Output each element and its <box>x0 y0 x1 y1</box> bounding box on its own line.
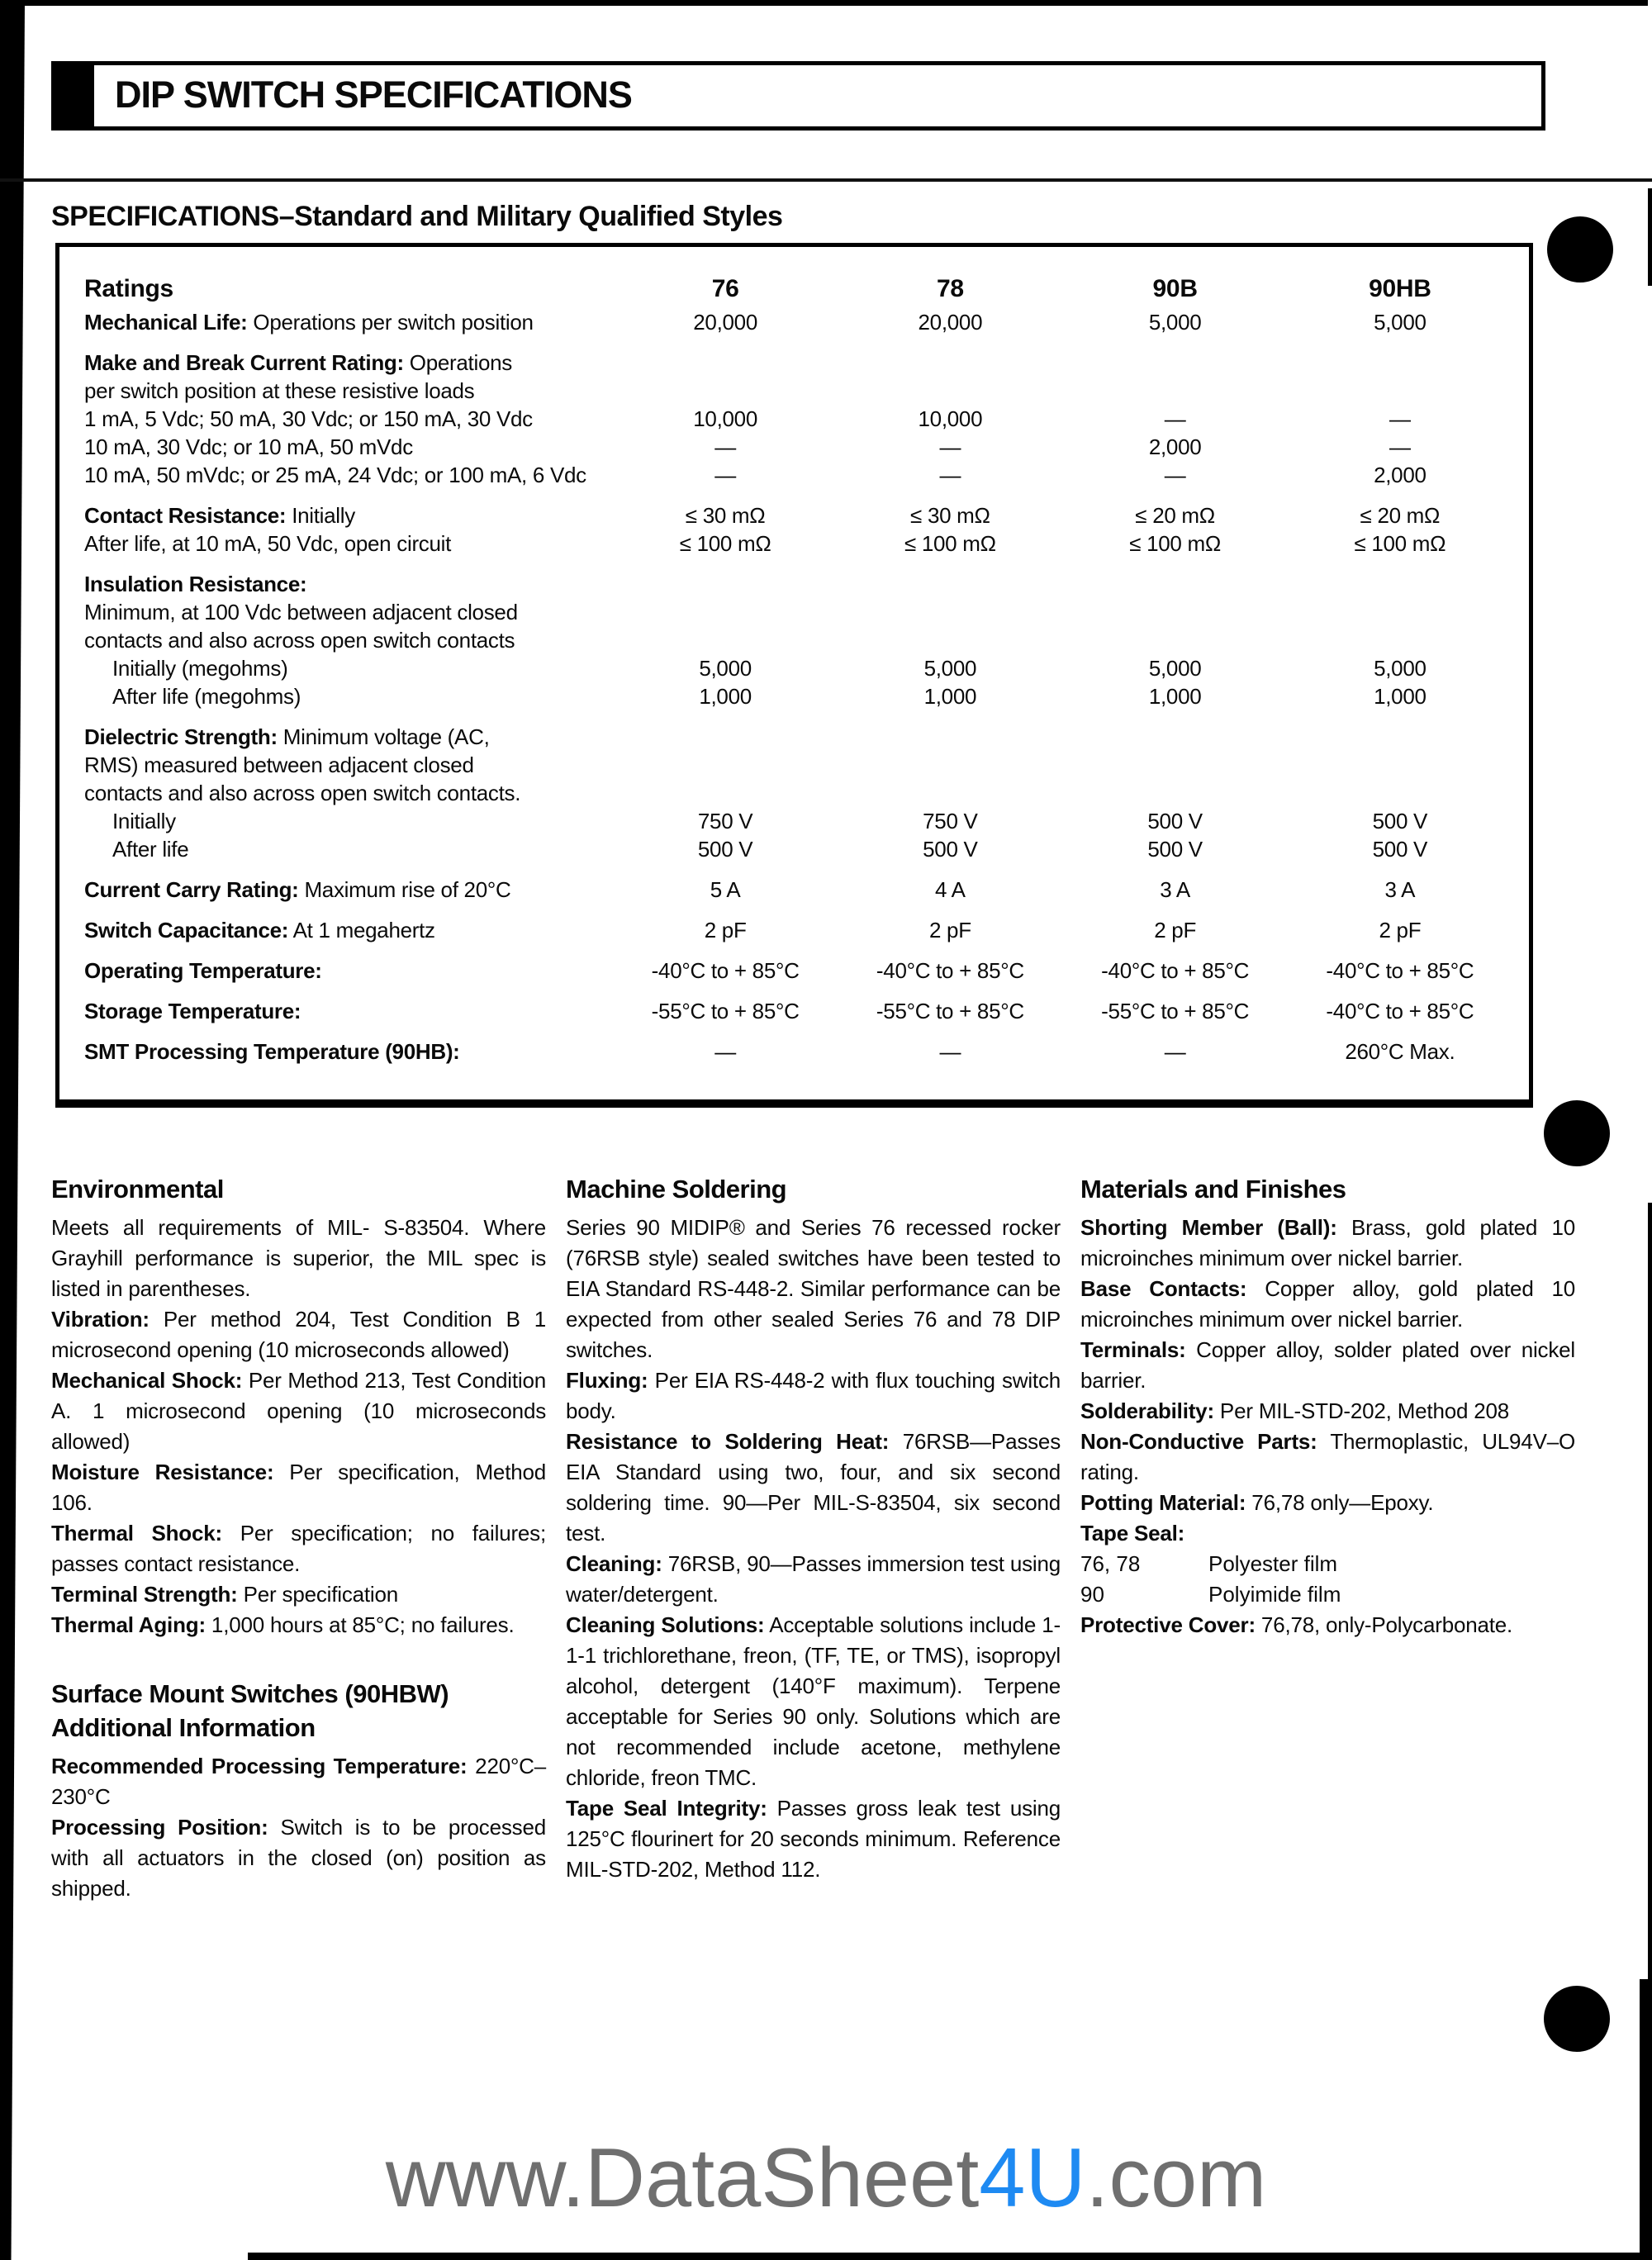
term-label: Shorting Member (Ball): <box>1080 1215 1337 1240</box>
row-label <box>84 835 613 863</box>
row-label-text: Initially (megohms) <box>112 656 288 681</box>
term-label: Thermal Shock: <box>51 1521 222 1545</box>
punch-hole-icon <box>1544 1986 1610 2052</box>
value-cell: 1,000 <box>923 684 977 709</box>
watermark-prefix: www.DataSheet <box>385 2132 980 2224</box>
value-cell: ≤ 20 mΩ <box>1360 503 1441 528</box>
row-label <box>84 626 613 654</box>
row-label-text: contacts and also across open switch contacts <box>84 628 515 653</box>
value-cell: 20,000 <box>693 310 757 335</box>
text-run: Per method 204, Test Condition B 1 microsecond opening (10 microseconds allowed) <box>51 1307 546 1362</box>
row-label-term: Mechanical Life: <box>84 310 248 335</box>
value-cell: 5,000 <box>923 656 977 681</box>
row-label-term: Contact Resistance: <box>84 503 287 528</box>
text-run: Per EIA RS-448-2 with flux touching switch body. <box>566 1368 1061 1423</box>
watermark-highlight: 4U <box>979 2132 1086 2224</box>
term-label: Terminals: <box>1080 1337 1186 1362</box>
value-cell: ≤ 100 mΩ <box>1129 531 1222 556</box>
value-cell: -55°C to + 85°C <box>876 999 1024 1023</box>
row-label-term: Operating Temperature: <box>84 958 322 983</box>
row-label-term: Current Carry Rating: <box>84 877 299 902</box>
column-heading: Machine Soldering <box>566 1175 787 1204</box>
watermark <box>0 2131 1652 2226</box>
row-label-term: Make and Break Current Rating: <box>84 350 404 375</box>
row-label-text: Maximum rise of 20°C <box>298 877 511 902</box>
row-label <box>84 405 613 433</box>
table-row <box>84 807 1512 835</box>
paragraph <box>51 1610 546 1640</box>
term-label: Solderability: <box>1080 1398 1214 1423</box>
column-environmental <box>51 1175 546 1904</box>
value-cell: 1,000 <box>1374 684 1427 709</box>
paragraph <box>1080 1335 1575 1396</box>
row-label-text: 10 mA, 30 Vdc; or 10 mA, 50 mVdc <box>84 434 413 459</box>
value-cell: 750 V <box>923 809 978 833</box>
row-label-term: Dielectric Strength: <box>84 724 278 749</box>
value-cell: 2 pF <box>1154 918 1197 942</box>
paragraph <box>1080 1213 1575 1274</box>
paragraph <box>51 1518 546 1579</box>
term-label: Recommended Processing Temperature: <box>51 1754 468 1778</box>
value-cell: 10,000 <box>918 406 983 431</box>
value-cell: 500 V <box>1147 837 1203 862</box>
table-header-row <box>84 275 1512 303</box>
row-label <box>84 308 613 336</box>
text-run: Thermoplastic, UL94V–O rating. <box>1080 1429 1575 1484</box>
value-cell: ≤ 30 mΩ <box>910 503 990 528</box>
table-row <box>84 626 1512 654</box>
row-label-term: Storage Temperature: <box>84 999 301 1023</box>
divider-rule <box>0 178 1652 182</box>
spec-table <box>55 243 1533 1108</box>
subsection-heading-line: Surface Mount Switches (90HBW) <box>51 1679 449 1708</box>
value-cell: -55°C to + 85°C <box>1101 999 1250 1023</box>
value-cell: -40°C to + 85°C <box>876 958 1024 983</box>
subsection-heading-line: Additional Information <box>51 1713 316 1742</box>
watermark-suffix: .com <box>1085 2132 1267 2224</box>
row-label <box>84 957 613 985</box>
paragraph <box>566 1793 1061 1885</box>
value-cell: -40°C to + 85°C <box>1101 958 1250 983</box>
row-label-text: Minimum voltage (AC, <box>277 724 490 749</box>
value-cell: 5 A <box>710 877 741 902</box>
value-cell: -40°C to + 85°C <box>1326 999 1474 1023</box>
paragraph <box>566 1213 1061 1365</box>
value-cell: 5,000 <box>1374 656 1427 681</box>
text-run: 1,000 hours at 85°C; no failures. <box>205 1612 515 1637</box>
text-run: Brass, gold plated 10 microinches minimum over nickel barrier. <box>1080 1215 1575 1270</box>
value-cell: -40°C to + 85°C <box>1326 958 1474 983</box>
text-run: Series 90 MIDIP® and Series 76 recessed rocker (76RSB style) sealed switches have been tested to EIA Standard RS-448-2. Similar performance can be expected from other sealed Series 76 and 78 DIP switches. <box>566 1215 1061 1362</box>
term-label: Processing Position: <box>51 1815 268 1840</box>
value-cell: 260°C Max. <box>1345 1039 1455 1064</box>
text-run: Copper alloy, solder plated over nickel barrier. <box>1080 1337 1575 1393</box>
row-label-text: contacts and also across open switch contacts. <box>84 781 521 805</box>
value-cell: 750 V <box>697 809 753 833</box>
value-cell: ≤ 20 mΩ <box>1135 503 1215 528</box>
column-heading: Materials and Finishes <box>1080 1175 1346 1204</box>
value-cell: 1,000 <box>1148 684 1202 709</box>
paragraph <box>51 1751 546 1812</box>
value-cell: ≤ 100 mΩ <box>904 531 996 556</box>
value-cell: 5,000 <box>1148 656 1202 681</box>
paragraph <box>51 1213 546 1304</box>
row-label-text: Minimum, at 100 Vdc between adjacent closed <box>84 600 518 624</box>
paragraph <box>1080 1427 1575 1488</box>
row-label-text: After life, at 10 mA, 50 Vdc, open circuit <box>84 531 452 556</box>
table-row <box>84 529 1512 558</box>
row-label <box>84 349 613 377</box>
paragraph <box>1080 1396 1575 1427</box>
scan-bottom-edge-line <box>248 2253 1652 2260</box>
row-label <box>84 433 613 461</box>
column-header: 90HB <box>1369 275 1431 302</box>
table-row <box>84 723 1512 751</box>
paragraph <box>566 1610 1061 1793</box>
scan-left-band <box>0 0 25 2260</box>
row-label-text: 1 mA, 5 Vdc; 50 mA, 30 Vdc; or 150 mA, 30 Vdc <box>84 406 533 431</box>
term-label: Moisture Resistance: <box>51 1460 274 1484</box>
text-run: Per specification; no failures; passes contact resistance. <box>51 1521 546 1576</box>
paragraph <box>1080 1488 1575 1518</box>
value-cell: ≤ 100 mΩ <box>679 531 771 556</box>
value-cell: 500 V <box>1372 837 1428 862</box>
value-cell: 500 V <box>923 837 978 862</box>
value-cell: 5,000 <box>699 656 752 681</box>
term-label: Tape Seal Integrity: <box>566 1796 767 1821</box>
table-row <box>84 377 1512 405</box>
paragraph <box>566 1427 1061 1549</box>
term-label: Vibration: <box>51 1307 150 1332</box>
row-label-text: Initially <box>286 503 355 528</box>
value-cell: 20,000 <box>918 310 983 335</box>
row-label <box>84 1037 613 1066</box>
row-label-term: SMT Processing Temperature (90HB): <box>84 1039 460 1064</box>
table-row <box>84 876 1512 904</box>
term-label: Fluxing: <box>566 1368 648 1393</box>
text-run: Copper alloy, gold plated 10 microinches minimum over nickel barrier. <box>1080 1276 1575 1332</box>
paragraph <box>1080 1518 1575 1549</box>
tape-seal-key: 76, 78 <box>1080 1551 1141 1576</box>
paragraph <box>1080 1610 1575 1640</box>
value-cell: 2,000 <box>1374 463 1427 487</box>
column-materials-and-finishes <box>1080 1175 1575 1904</box>
value-cell: 2 pF <box>704 918 747 942</box>
table-row <box>84 957 1512 985</box>
row-label-text: Operations per switch position <box>247 310 534 335</box>
value-cell: 500 V <box>697 837 753 862</box>
value-cell: 3 A <box>1160 877 1190 902</box>
term-label: Potting Material: <box>1080 1490 1246 1515</box>
punch-hole-icon <box>1544 1100 1610 1166</box>
header-accent-bar <box>55 65 94 126</box>
paragraph <box>51 1579 546 1610</box>
value-cell: 500 V <box>1147 809 1203 833</box>
value-cell: 5,000 <box>1148 310 1202 335</box>
text-run: Switch is to be processed with all actuators in the closed (on) position as shipped. <box>51 1815 546 1901</box>
value-cell: — <box>714 1039 736 1064</box>
row-label <box>84 723 613 751</box>
term-label: Terminal Strength: <box>51 1582 238 1607</box>
term-label: Protective Cover: <box>1080 1612 1256 1637</box>
value-cell: 10,000 <box>693 406 757 431</box>
tape-seal-key: 90 <box>1080 1582 1104 1607</box>
table-row <box>84 751 1512 779</box>
table-row <box>84 654 1512 682</box>
row-label <box>84 501 613 529</box>
column-heading: Environmental <box>51 1175 224 1204</box>
value-cell: 1,000 <box>699 684 752 709</box>
scan-right-edge-mark <box>1648 188 1652 286</box>
paragraph <box>566 1549 1061 1610</box>
row-label <box>84 682 613 710</box>
paragraph <box>51 1365 546 1457</box>
text-run: 76,78, only-Polycarbonate. <box>1255 1612 1513 1637</box>
table-row <box>84 405 1512 433</box>
value-cell: — <box>1389 406 1411 431</box>
term-label: Resistance to Soldering Heat: <box>566 1429 890 1454</box>
tape-seal-row <box>1080 1579 1575 1610</box>
value-cell: 500 V <box>1372 809 1428 833</box>
term-label: Non-Conductive Parts: <box>1080 1429 1317 1454</box>
value-cell: — <box>939 1039 961 1064</box>
table-row <box>84 779 1512 807</box>
row-label <box>84 275 613 303</box>
value-cell: 2 pF <box>1379 918 1422 942</box>
section-title: SPECIFICATIONS–Standard and Military Qualified Styles <box>51 201 783 232</box>
table-row <box>84 461 1512 489</box>
table-row <box>84 997 1512 1025</box>
table-row <box>84 916 1512 944</box>
tape-seal-value: Polyimide film <box>1208 1582 1341 1607</box>
term-label: Thermal Aging: <box>51 1612 206 1637</box>
tape-seal-value: Polyester film <box>1208 1551 1338 1576</box>
text-run: Meets all requirements of MIL- S-83504. Where Grayhill performance is superior, the MIL spec is listed in parentheses. <box>51 1215 546 1301</box>
table-row <box>84 349 1512 377</box>
row-label <box>84 570 613 598</box>
term-label: Cleaning Solutions: <box>566 1612 765 1637</box>
row-label <box>84 779 613 807</box>
subsection-heading <box>51 1677 546 1745</box>
value-cell: ≤ 30 mΩ <box>685 503 766 528</box>
row-label-text: RMS) measured between adjacent closed <box>84 753 474 777</box>
row-label <box>84 876 613 904</box>
punch-hole-icon <box>1547 216 1613 282</box>
column-header: 78 <box>936 275 964 302</box>
value-cell: — <box>939 434 961 459</box>
paragraph <box>51 1812 546 1904</box>
table-row <box>84 570 1512 598</box>
value-cell: 2,000 <box>1148 434 1202 459</box>
term-label: Cleaning: <box>566 1551 662 1576</box>
row-label-text: Initially <box>112 809 176 833</box>
row-label <box>84 807 613 835</box>
text-run: Per MIL-STD-202, Method 208 <box>1213 1398 1510 1423</box>
term-label: Base Contacts: <box>1080 1276 1247 1301</box>
text-run: Acceptable solutions include 1-1-1 trichlorethane, freon, (TF, TE, or TMS), isopropyl alcohol, detergent (140°F maximum). Terpene acceptable for Series 90 only. Solutions which are not recommended include acetone, methylene chloride, freon TMC. <box>566 1612 1061 1790</box>
row-label <box>84 997 613 1025</box>
text-run: Passes gross leak test using 125°C flourinert for 20 seconds minimum. Reference MIL-STD-202, Method 112. <box>566 1796 1061 1882</box>
header-box <box>51 61 1545 131</box>
value-cell: -40°C to + 85°C <box>651 958 800 983</box>
row-label <box>84 461 613 489</box>
table-row <box>84 682 1512 710</box>
value-cell: 5,000 <box>1374 310 1427 335</box>
row-label <box>84 529 613 558</box>
row-label-text: After life <box>112 837 189 862</box>
value-cell: — <box>1164 1039 1186 1064</box>
row-label-text: 10 mA, 50 mVdc; or 25 mA, 24 Vdc; or 100 mA, 6 Vdc <box>84 463 586 487</box>
row-label-term: Ratings <box>84 275 173 302</box>
value-cell: 3 A <box>1384 877 1416 902</box>
text-run: 220°C–230°C <box>51 1754 546 1809</box>
row-label-text: At 1 megahertz <box>288 918 435 942</box>
value-cell: ≤ 100 mΩ <box>1354 531 1446 556</box>
value-cell: — <box>1389 434 1411 459</box>
paragraph <box>51 1457 546 1518</box>
paragraph <box>1080 1274 1575 1335</box>
row-label-term: Insulation Resistance: <box>84 572 307 596</box>
columns-section <box>51 1175 1575 1904</box>
table-row <box>84 501 1512 529</box>
text-run: Per specification, Method 106. <box>51 1460 546 1515</box>
paragraph <box>566 1365 1061 1427</box>
term-label: Mechanical Shock: <box>51 1368 243 1393</box>
table-row <box>84 1037 1512 1066</box>
row-label-text: Operations <box>403 350 512 375</box>
value-cell: 4 A <box>935 877 966 902</box>
row-label <box>84 654 613 682</box>
value-cell: — <box>1164 463 1186 487</box>
scan-top-edge-line <box>17 0 1648 6</box>
text-run: 76,78 only—Epoxy. <box>1246 1490 1434 1515</box>
tape-seal-row <box>1080 1549 1575 1579</box>
table-row <box>84 835 1512 863</box>
column-header: 90B <box>1152 275 1198 302</box>
text-run: 76RSB—Passes EIA Standard using two, four, and six second soldering time. 90—Per MIL-S-83504, six second test. <box>566 1429 1061 1545</box>
tape-seal-list <box>1080 1549 1575 1610</box>
table-row <box>84 308 1512 336</box>
term-label: Tape Seal: <box>1080 1521 1185 1545</box>
row-label <box>84 377 613 405</box>
scan-right-edge-mark <box>1648 1203 1652 1982</box>
text-run: 76RSB, 90—Passes immersion test using water/detergent. <box>566 1551 1061 1607</box>
value-cell: — <box>714 463 736 487</box>
text-run: Per Method 213, Test Condition A. 1 microsecond opening (10 microseconds allowed) <box>51 1368 546 1454</box>
column-machine-soldering <box>566 1175 1061 1904</box>
value-cell: -55°C to + 85°C <box>651 999 800 1023</box>
value-cell: 2 pF <box>928 918 971 942</box>
row-label-text: per switch position at these resistive loads <box>84 378 475 403</box>
value-cell: — <box>1164 406 1186 431</box>
table-row <box>84 598 1512 626</box>
row-label-term: Switch Capacitance: <box>84 918 289 942</box>
row-label <box>84 751 613 779</box>
value-cell: — <box>714 434 736 459</box>
value-cell: — <box>939 463 961 487</box>
column-header: 76 <box>711 275 739 302</box>
row-label <box>84 598 613 626</box>
text-run: Per specification <box>237 1582 398 1607</box>
page-title: DIP SWITCH SPECIFICATIONS <box>115 74 632 116</box>
spec-table-body <box>59 247 1529 1066</box>
row-label <box>84 916 613 944</box>
paragraph <box>51 1304 546 1365</box>
row-label-text: After life (megohms) <box>112 684 301 709</box>
table-row <box>84 433 1512 461</box>
